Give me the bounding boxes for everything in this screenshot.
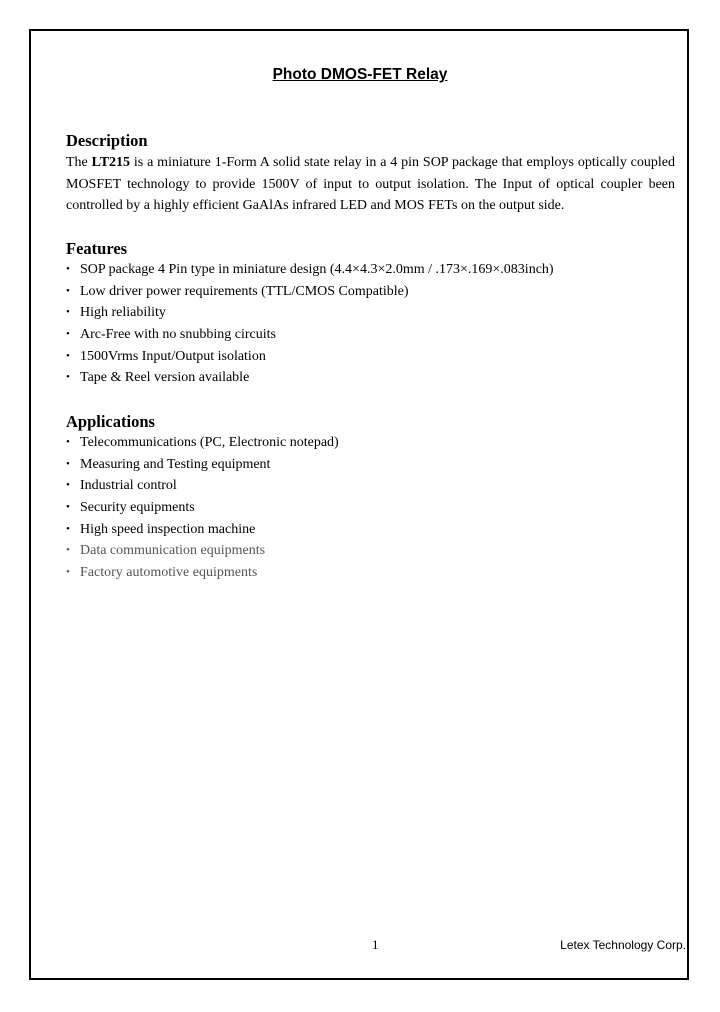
applications-list bbox=[66, 432, 339, 584]
application-item: • Data communication equipments bbox=[66, 540, 339, 562]
bullet-icon: • bbox=[66, 457, 70, 470]
feature-item: • Arc-Free with no snubbing circuits bbox=[66, 324, 554, 346]
company-name: Letex Technology Corp. bbox=[560, 938, 686, 952]
application-item: • Factory automotive equipments bbox=[66, 562, 339, 584]
page-number: 1 bbox=[372, 937, 379, 952]
feature-item: • 1500Vrms Input/Output isolation bbox=[66, 346, 554, 368]
feature-item: • SOP package 4 Pin type in miniature design (4.4×4.3×2.0mm / .173×.169×.083inch) bbox=[66, 259, 554, 281]
application-item: • Telecommunications (PC, Electronic notepad) bbox=[66, 432, 339, 454]
bullet-icon: • bbox=[66, 544, 70, 557]
description-prefix: The bbox=[66, 155, 92, 170]
bullet-icon: • bbox=[66, 522, 70, 535]
application-item: • Industrial control bbox=[66, 475, 339, 497]
feature-item: • Tape & Reel version available bbox=[66, 367, 554, 389]
application-item: • Measuring and Testing equipment bbox=[66, 454, 339, 476]
application-item: • High speed inspection machine bbox=[66, 519, 339, 541]
bullet-icon: • bbox=[66, 349, 70, 362]
page-title: Photo DMOS-FET Relay bbox=[272, 66, 448, 83]
features-heading: Features bbox=[66, 239, 128, 258]
description-heading: Description bbox=[66, 131, 148, 150]
bullet-icon: • bbox=[66, 306, 70, 319]
applications-heading: Applications bbox=[66, 412, 155, 431]
bullet-icon: • bbox=[66, 328, 70, 341]
bullet-icon: • bbox=[66, 566, 70, 579]
feature-item: • High reliability bbox=[66, 302, 554, 324]
bullet-icon: • bbox=[66, 284, 70, 297]
part-number: LT215 bbox=[91, 155, 131, 170]
description-paragraph bbox=[66, 152, 675, 217]
features-list bbox=[66, 259, 554, 389]
bullet-icon: • bbox=[66, 436, 70, 448]
bullet-icon: • bbox=[66, 479, 70, 492]
application-item: • Security equipments bbox=[66, 497, 339, 519]
bullet-icon: • bbox=[66, 371, 70, 384]
bullet-icon: • bbox=[66, 501, 70, 514]
description-body: is a miniature 1-Form A solid state relay in a 4 pin SOP package that employs optically coupled MOSFET technology to provide 1500V of input to output isolation. The Input of optical coupler been controlled by a highly efficient GaAlAs infrared LED and MOS FETs on the output side. bbox=[66, 155, 675, 213]
feature-item: • Low driver power requirements (TTL/CMOS Compatible) bbox=[66, 281, 554, 303]
bullet-icon: • bbox=[66, 263, 70, 275]
